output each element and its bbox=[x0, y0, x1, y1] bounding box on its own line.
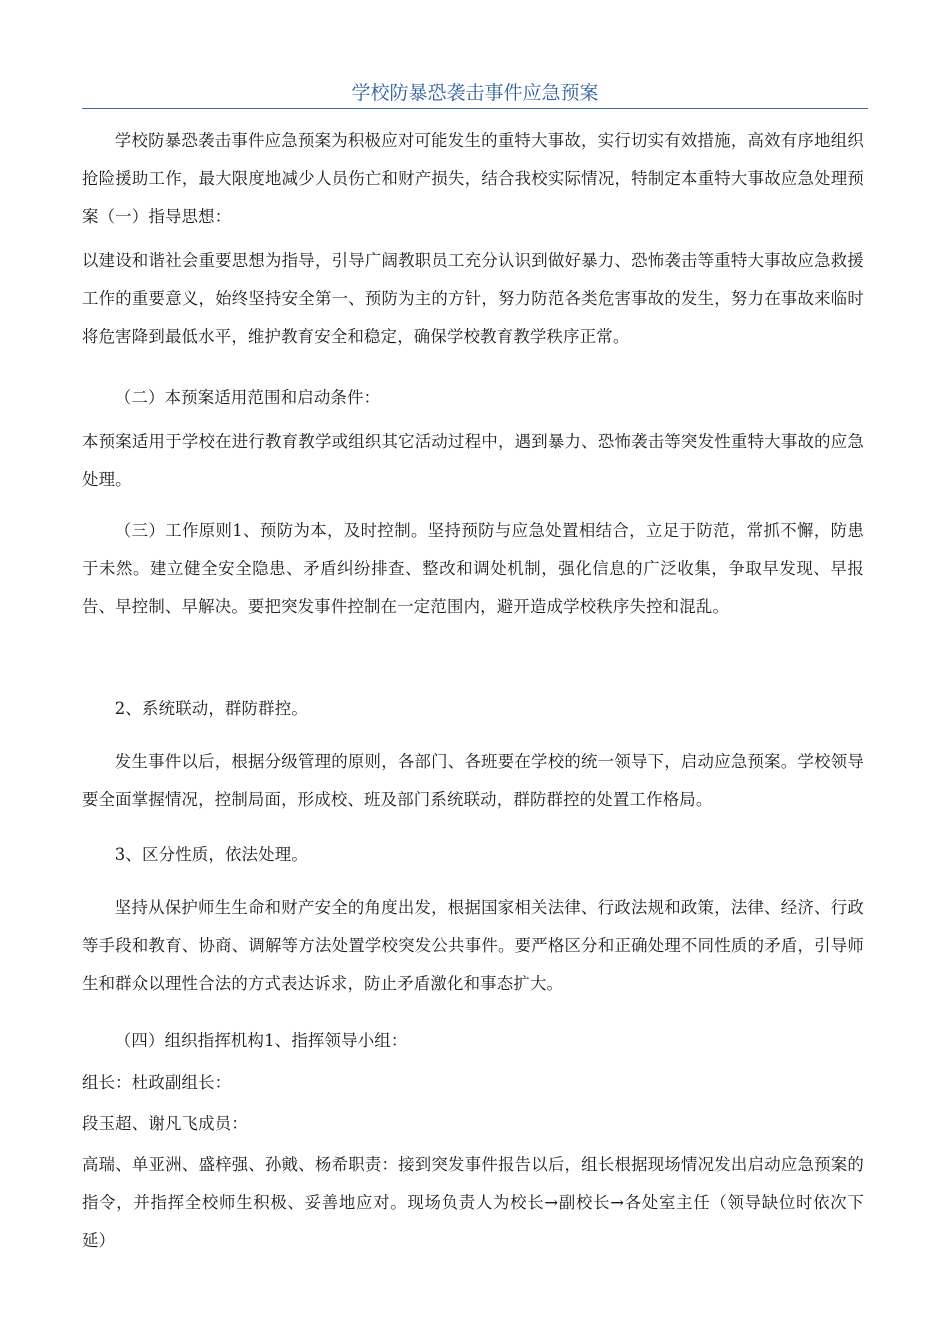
paragraph-deputies: 段玉超、谢凡飞成员： bbox=[82, 1114, 248, 1133]
document-title: 学校防暴恐袭击事件应急预案 bbox=[351, 82, 599, 104]
paragraph-guiding-thought: 以建设和谐社会重要思想为指导，引导广阔教职员工充分认识到做好暴力、恐怖袭击等重特大事故应急救援工作的重要意义，始终坚持安全第一、预防为主的方针，努力防范各类危害事故的发生，努力在事故来临时将危害降到最低水平，维护教育安全和稳定，确保学校教育教学秩序正常。 bbox=[82, 251, 864, 346]
section-heading-linkage: 2、系统联动，群防群控。 bbox=[114, 699, 308, 718]
paragraph-principles: （三）工作原则1、预防为本，及时控制。坚持预防与应急处置相结合，立足于防范，常抓不懈，防患于未然。建立健全安全隐患、矛盾纠纷排查、整改和调处机制，强化信息的广泛收集，争取早发现、早报告、早控制、早解决。要把突发事件控制在一定范围内，避开造成学校秩序失控和混乱。 bbox=[82, 521, 864, 616]
section-heading-legal: 3、区分性质，依法处理。 bbox=[114, 845, 308, 864]
section-heading-scope: （二）本预案适用范围和启动条件： bbox=[114, 388, 381, 407]
paragraph-leader: 组长：杜政副组长： bbox=[82, 1073, 232, 1092]
paragraph-linkage: 发生事件以后，根据分级管理的原则，各部门、各班要在学校的统一领导下，启动应急预案。学校领导要全面掌握情况，控制局面，形成校、班及部门系统联动，群防群控的处置工作格局。 bbox=[82, 752, 864, 809]
paragraph-intro: 学校防暴恐袭击事件应急预案为积极应对可能发生的重特大事故，实行切实有效措施，高效有序地组织抢险援助工作，最大限度地减少人员伤亡和财产损失，结合我校实际情况，特制定本重特大事故应急处理预案（一）指导思想： bbox=[82, 131, 864, 226]
paragraph-legal: 坚持从保护师生生命和财产安全的角度出发，根据国家相关法律、行政法规和政策，法律、经济、行政等手段和教育、协商、调解等方法处置学校突发公共事件。要严格区分和正确处理不同性质的矛盾，引导师生和群众以理性合法的方式表达诉求，防止矛盾激化和事态扩大。 bbox=[82, 898, 864, 993]
title-divider bbox=[82, 108, 868, 109]
section-heading-organization: （四）组织指挥机构1、指挥领导小组： bbox=[114, 1031, 408, 1050]
paragraph-members-duties: 高瑞、单亚洲、盛梓强、孙戭、杨希职责：接到突发事件报告以后，组长根据现场情况发出启动应急预案的指令，并指挥全校师生积极、妥善地应对。现场负责人为校长→副校长→各处室主任（领导缺位时依次下延） bbox=[82, 1155, 864, 1250]
paragraph-scope: 本预案适用于学校在进行教育教学或组织其它活动过程中，遇到暴力、恐怖袭击等突发性重特大事故的应急处理。 bbox=[82, 432, 864, 489]
